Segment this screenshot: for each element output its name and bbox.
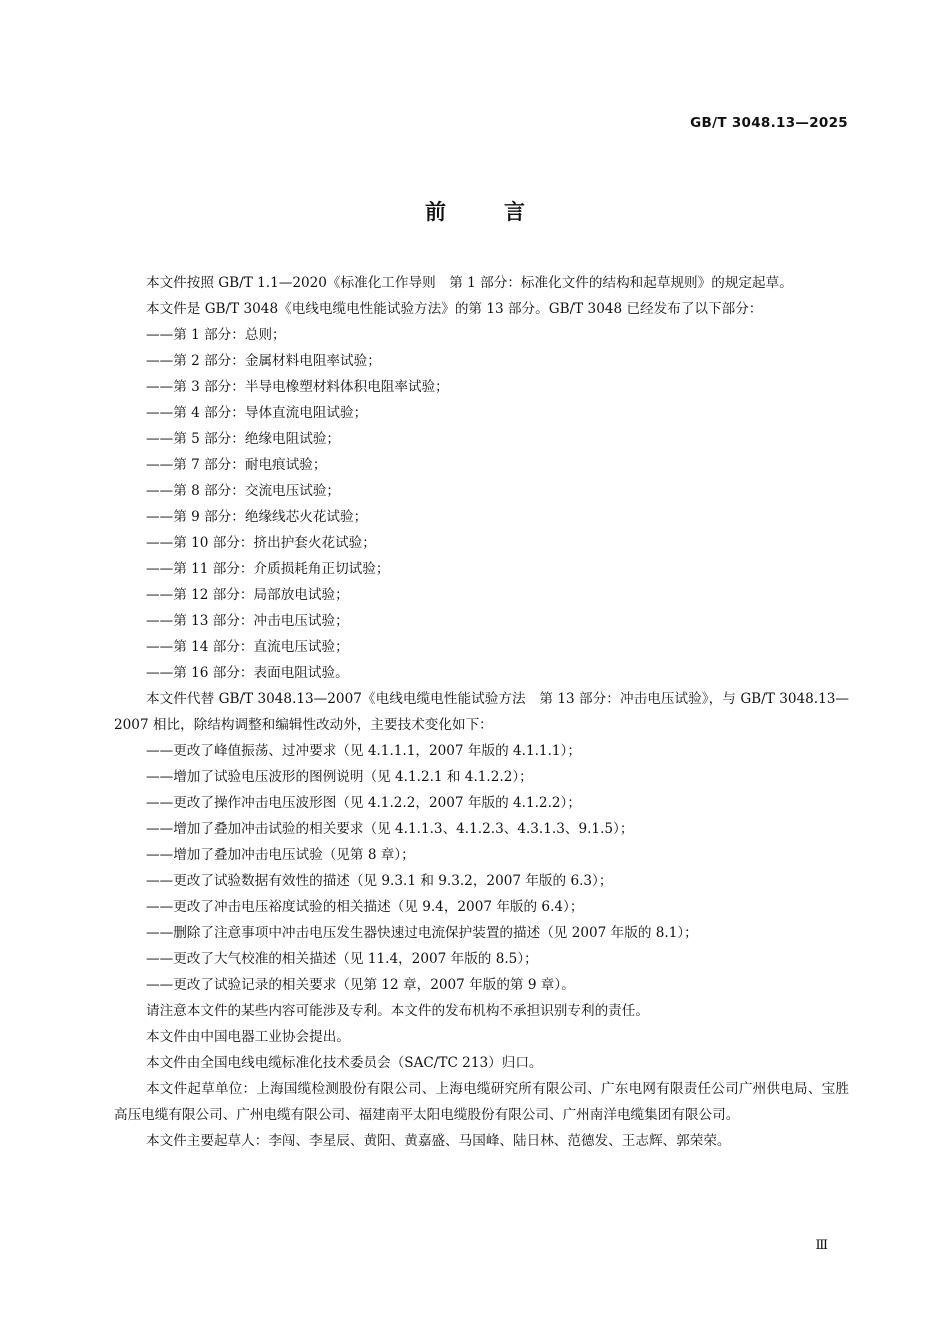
change-list-item: ——增加了叠加冲击电压试验（见第 8 章）； — [146, 847, 415, 863]
change-list-item: ——增加了试验电压波形的图例说明（见 4.1.2.1 和 4.1.2.2）； — [146, 769, 533, 785]
change-list-item: ——更改了大气校准的相关描述（见 11.4，2007 年版的 8.5）； — [146, 951, 538, 967]
change-list-item: ——更改了试验记录的相关要求（见第 12 章，2007 年版的第 9 章）。 — [146, 977, 575, 993]
part-list-item: ——第 9 部分：绝缘线芯火花试验； — [146, 509, 368, 525]
page-number: Ⅲ — [815, 1238, 828, 1253]
replacement-paragraph: 本文件代替 GB/T 3048.13—2007《电线电缆电性能试验方法 第 13 部分：冲击电压试验》，与 GB/T 3048.13—2007 相比，除结构调整和编辑性改动外，主要技术变化如下： — [114, 691, 849, 733]
part-list-item: ——第 11 部分：介质损耗角正切试验； — [146, 561, 390, 577]
part-list-item: ——第 14 部分：直流电压试验； — [146, 639, 349, 655]
part-list-item: ——第 7 部分：耐电痕试验； — [146, 457, 327, 473]
part-list-item: ——第 5 部分：绝缘电阻试验； — [146, 431, 341, 447]
part-list-item: ——第 16 部分：表面电阻试验。 — [146, 665, 349, 681]
part-list-item: ——第 13 部分：冲击电压试验； — [146, 613, 349, 629]
change-list-item: ——更改了操作冲击电压波形图（见 4.1.2.2，2007 年版的 4.1.2.2）； — [146, 795, 581, 811]
part-list-item: ——第 1 部分：总则； — [146, 327, 286, 343]
change-list-item: ——删除了注意事项中冲击电压发生器快速过电流保护装置的描述（见 2007 年版的 8.1）； — [146, 925, 698, 941]
intro-paragraph-2: 本文件是 GB/T 3048《电线电缆电性能试验方法》的第 13 部分。GB/T 3048 已经发布了以下部分： — [146, 301, 763, 317]
intro-paragraph-1: 本文件按照 GB/T 1.1—2020《标准化工作导则 第 1 部分：标准化文件的结构和起草规则》的规定起草。 — [146, 275, 793, 291]
change-list-item: ——更改了试验数据有效性的描述（见 9.3.1 和 9.3.2，2007 年版的 6.3）； — [146, 873, 613, 889]
document-code: GB/T 3048.13—2025 — [690, 115, 848, 131]
patent-notice: 请注意本文件的某些内容可能涉及专利。本文件的发布机构不承担识别专利的责任。 — [146, 1003, 649, 1019]
change-list-item: ——更改了冲击电压裕度试验的相关描述（见 9.4，2007 年版的 6.4）； — [146, 899, 584, 915]
part-list-item: ——第 2 部分：金属材料电阻率试验； — [146, 353, 381, 369]
part-list-item: ——第 8 部分：交流电压试验； — [146, 483, 341, 499]
committee-statement: 本文件由全国电线电缆标准化技术委员会（SAC/TC 213）归口。 — [146, 1055, 543, 1071]
proposer-statement: 本文件由中国电器工业协会提出。 — [146, 1029, 350, 1045]
part-list-item: ——第 4 部分：导体直流电阻试验； — [146, 405, 368, 421]
change-list-item: ——更改了峰值振荡、过冲要求（见 4.1.1.1，2007 年版的 4.1.1.1）； — [146, 743, 581, 759]
part-list-item: ——第 10 部分：挤出护套火花试验； — [146, 535, 376, 551]
drafters: 本文件主要起草人：李闯、李星辰、黄阳、黄嘉盛、马国峰、陆日林、范德发、王志辉、郭荣荣。 — [146, 1133, 731, 1149]
drafting-units: 本文件起草单位：上海国缆检测股份有限公司、上海电缆研究所有限公司、广东电网有限责任公司广州供电局、宝胜高压电缆有限公司、广州电缆有限公司、福建南平太阳电缆股份有限公司、广州南洋电缆集团有限公司。 — [114, 1081, 849, 1123]
change-list-item: ——增加了叠加冲击试验的相关要求（见 4.1.1.3、4.1.2.3、4.3.1.3、9.1.5）； — [146, 821, 634, 837]
foreword-body — [114, 270, 849, 1154]
part-list-item: ——第 3 部分：半导电橡塑材料体积电阻率试验； — [146, 379, 449, 395]
part-list-item: ——第 12 部分：局部放电试验； — [146, 587, 349, 603]
page-title: 前言 — [425, 200, 583, 224]
